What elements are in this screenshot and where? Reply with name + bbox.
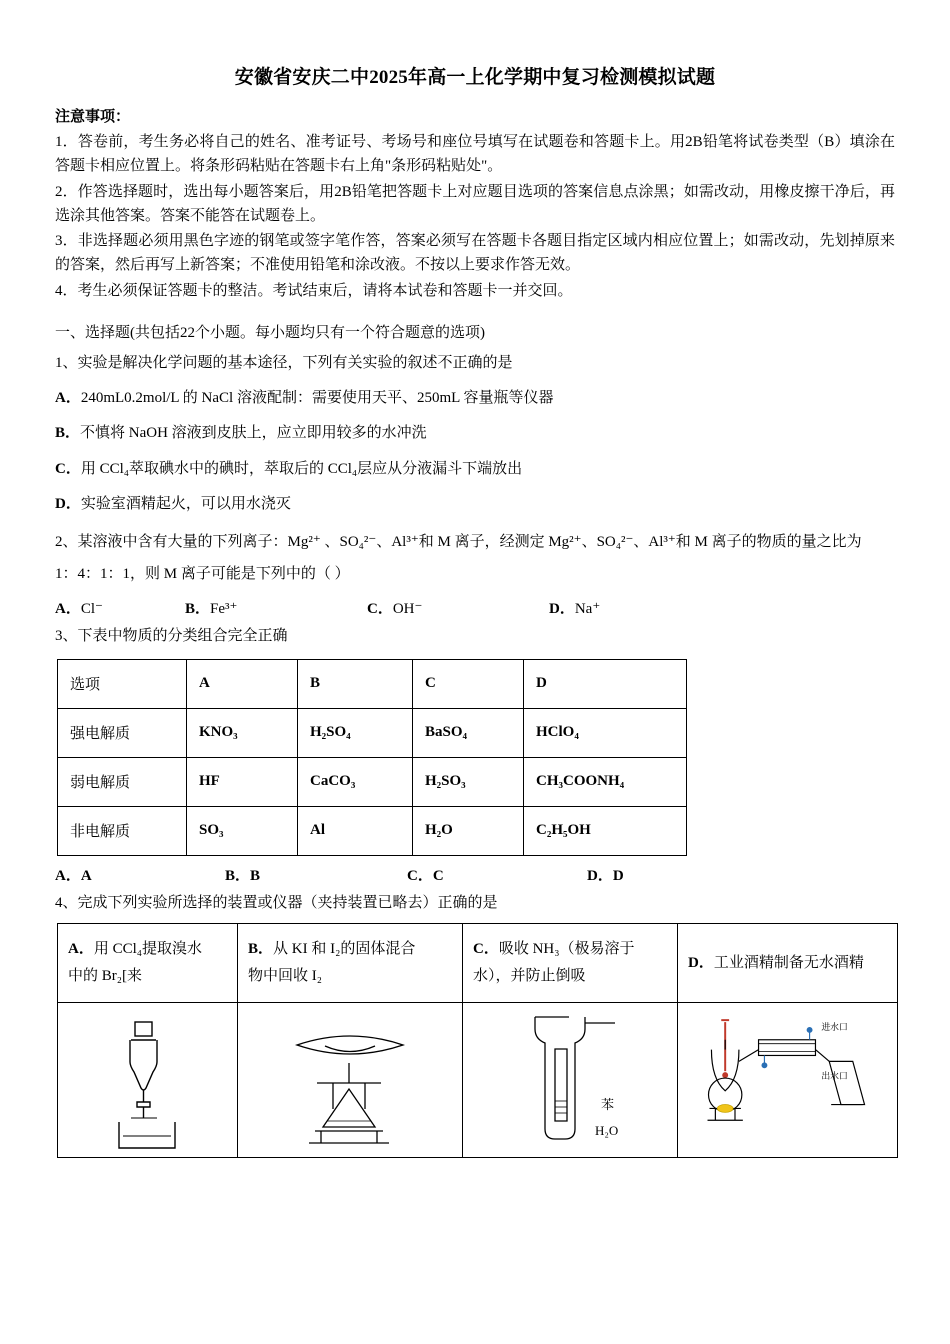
question-2-options bbox=[55, 597, 895, 618]
q3-answer-b-text: B bbox=[250, 867, 261, 884]
q3-answer-c bbox=[407, 864, 587, 885]
q4-cell-a-desc bbox=[58, 924, 238, 1003]
separating-funnel-icon bbox=[83, 1010, 213, 1150]
q3-row2-a: SO₃ bbox=[187, 806, 298, 855]
notice-line-4: 4．考生必须保证答题卡的整洁。考试结束后，请将本试卷和答题卡一并交回。 bbox=[55, 282, 573, 299]
q4-d-figure-label-water-out: 出水口 bbox=[821, 1071, 848, 1082]
q3-answer-c-label: C． bbox=[407, 867, 433, 884]
q4-b-line2: 物中回收 I₂ bbox=[248, 968, 322, 985]
q4-c-figure-label-benzene: 苯 bbox=[600, 1097, 614, 1113]
q3-row2-label: 非电解质 bbox=[58, 806, 187, 855]
q3-row1-c: H₂SO₃ bbox=[413, 757, 524, 806]
q1-option-a-text: 240mL0.2mol/L 的 NaCl 溶液配制：需要使用天平、250mL 容量瓶等仪器 bbox=[80, 389, 554, 406]
q3-row0-label: 强电解质 bbox=[58, 708, 187, 757]
q2-option-b-label: B． bbox=[185, 600, 211, 617]
q2-option-a-text: Cl⁻ bbox=[80, 600, 103, 617]
q4-a-line1: 用 CCl₄提取溴水 bbox=[93, 941, 203, 958]
q3-answer-c-text: C bbox=[432, 867, 444, 884]
q1-option-c-label: C． bbox=[55, 460, 81, 477]
q4-a-label: A． bbox=[68, 941, 94, 958]
q4-cell-d-desc bbox=[678, 924, 898, 1003]
q3-row0-a: KNO₃ bbox=[187, 708, 298, 757]
question-1-option-c bbox=[55, 457, 895, 483]
q4-c-figure-label-water: H₂O bbox=[594, 1123, 618, 1139]
q1-option-b-label: B． bbox=[55, 425, 81, 442]
table-row-header bbox=[58, 659, 687, 708]
question-2-stem-line2: 1：4：1：1，则 M 离子可能是下列中的（ ） bbox=[55, 566, 350, 583]
q3-row2-b: Al bbox=[298, 806, 413, 855]
q2-option-b bbox=[185, 597, 367, 618]
q3-answer-b-label: B． bbox=[225, 867, 251, 884]
section-heading-choice: 一、选择题(共包括22个小题。每小题均只有一个符合题意的选项) bbox=[55, 325, 485, 342]
question-1-option-b bbox=[55, 421, 895, 447]
notice-line-2: 2．作答选择题时，选出每小题答案后，用2B铅笔把答题卡上对应题目选项的答案信息点涂黑；如需改动，用橡皮擦干净后，再选涂其他答案。答案不能答在试题卷上。 bbox=[55, 183, 895, 224]
q3-header-b: B bbox=[298, 659, 413, 708]
q3-answer-a-label: A． bbox=[55, 867, 81, 884]
q1-option-d-text: 实验室酒精起火，可以用水浇灭 bbox=[80, 496, 291, 513]
notice-line-3: 3．非选择题必须用黑色字迹的钢笔或签字笔作答，答案必须写在答题卡各题目指定区域内相应位置上；如需改动，先划掉原来的答案，然后再写上新答案；不准使用铅笔和涂改液。不按以上要求作答无效。 bbox=[55, 233, 895, 274]
question-3-stem: 3、下表中物质的分类组合完全正确 bbox=[55, 627, 288, 644]
question-2-stem-line1: 2、某溶液中含有大量的下列离子：Mg²⁺ 、SO₄²⁻、Al³⁺和 M 离子，经测定 Mg²⁺、SO₄²⁻、Al³⁺和 M 离子的物质的量之比为 bbox=[55, 533, 862, 550]
q4-d-label: D． bbox=[688, 954, 714, 971]
q3-header-option: 选项 bbox=[58, 659, 187, 708]
q3-row1-a: HF bbox=[187, 757, 298, 806]
table-row bbox=[58, 708, 687, 757]
q3-row1-d: CH₃COONH₄ bbox=[524, 757, 687, 806]
q4-c-line2: 水），并防止倒吸 bbox=[473, 968, 586, 985]
q4-cell-b-desc bbox=[238, 924, 463, 1003]
q2-option-a-label: A． bbox=[55, 600, 81, 617]
q2-option-d-text: Na⁺ bbox=[574, 600, 601, 617]
q4-b-line1: 从 KI 和 I₂的固体混合 bbox=[273, 941, 416, 958]
q4-c-label: C． bbox=[473, 941, 499, 958]
q4-c-line1: 吸收 NH₃（极易溶于 bbox=[498, 941, 635, 958]
q2-option-d bbox=[549, 597, 709, 618]
q3-row2-c: H₂O bbox=[413, 806, 524, 855]
q3-answer-a bbox=[55, 864, 225, 885]
page-title: 安徽省安庆二中2025年高一上化学期中复习检测模拟试题 bbox=[234, 67, 716, 88]
q3-header-a: A bbox=[187, 659, 298, 708]
q1-option-b-text: 不慎将 NaOH 溶液到皮肤上，应立即用较多的水冲洗 bbox=[80, 425, 427, 442]
question-1-option-a bbox=[55, 386, 895, 412]
q4-d-figure-label-water-in: 进水口 bbox=[821, 1022, 848, 1033]
q4-b-label: B． bbox=[248, 941, 274, 958]
q3-header-c: C bbox=[413, 659, 524, 708]
q1-option-c-text: 用 CCl₄萃取碘水中的碘时，萃取后的 CCl₄层应从分液漏斗下端放出 bbox=[80, 460, 523, 477]
gas-absorption-tube-icon bbox=[483, 1009, 658, 1151]
q2-option-c bbox=[367, 597, 549, 618]
q3-answer-d-label: D． bbox=[587, 867, 613, 884]
q3-answer-b bbox=[225, 864, 407, 885]
q3-row0-c: BaSO₄ bbox=[413, 708, 524, 757]
evaporating-dish-heating-icon bbox=[265, 1009, 435, 1151]
distillation-apparatus-icon bbox=[682, 1009, 893, 1151]
q3-header-d: D bbox=[524, 659, 687, 708]
question-3-table bbox=[57, 659, 687, 856]
table-row bbox=[58, 806, 687, 855]
q2-option-c-label: C． bbox=[367, 600, 393, 617]
q4-figure-d-cell bbox=[678, 1003, 898, 1158]
q2-option-d-label: D． bbox=[549, 600, 575, 617]
q4-cell-c-desc bbox=[463, 924, 678, 1003]
q3-row1-label: 弱电解质 bbox=[58, 757, 187, 806]
q3-row2-d: C₂H₅OH bbox=[524, 806, 687, 855]
q4-figure-c-cell bbox=[463, 1003, 678, 1158]
q3-answer-d bbox=[587, 864, 624, 885]
table-row bbox=[58, 757, 687, 806]
q2-option-b-text: Fe³⁺ bbox=[210, 600, 238, 617]
q4-a-line2: 中的 Br₂[来 bbox=[68, 968, 142, 985]
table-row-descriptions bbox=[58, 924, 898, 1003]
q4-d-line1: 工业酒精制备无水酒精 bbox=[713, 954, 864, 971]
q4-figure-a-cell bbox=[58, 1003, 238, 1158]
question-1-stem: 1、实验是解决化学问题的基本途径，下列有关实验的叙述不正确的是 bbox=[55, 355, 513, 372]
question-4-table bbox=[57, 923, 898, 1158]
question-3-answers bbox=[55, 864, 895, 885]
q3-row1-b: CaCO₃ bbox=[298, 757, 413, 806]
notice-line-1: 1．答卷前，考生务必将自己的姓名、准考证号、考场号和座位号填写在试题卷和答题卡上。用2B铅笔将试卷类型（B）填涂在答题卡相应位置上。将条形码粘贴在答题卡右上角"条形码粘贴处"。 bbox=[55, 134, 895, 175]
q1-option-a-label: A． bbox=[55, 389, 81, 406]
table-row-figures bbox=[58, 1003, 898, 1158]
q3-row0-d: HClO₄ bbox=[524, 708, 687, 757]
q1-option-d-label: D． bbox=[55, 496, 81, 513]
q3-answer-a-text: A bbox=[80, 867, 92, 884]
q4-figure-b-cell bbox=[238, 1003, 463, 1158]
q3-answer-d-text: D bbox=[612, 867, 624, 884]
question-4-stem: 4、完成下列实验所选择的装置或仪器（夹持装置已略去）正确的是 bbox=[55, 894, 498, 911]
notice-heading: 注意事项： bbox=[55, 109, 131, 125]
q2-option-a bbox=[55, 597, 185, 618]
q2-option-c-text: OH⁻ bbox=[392, 600, 423, 617]
question-1-option-d bbox=[55, 492, 895, 518]
q3-row0-b: H₂SO₄ bbox=[298, 708, 413, 757]
